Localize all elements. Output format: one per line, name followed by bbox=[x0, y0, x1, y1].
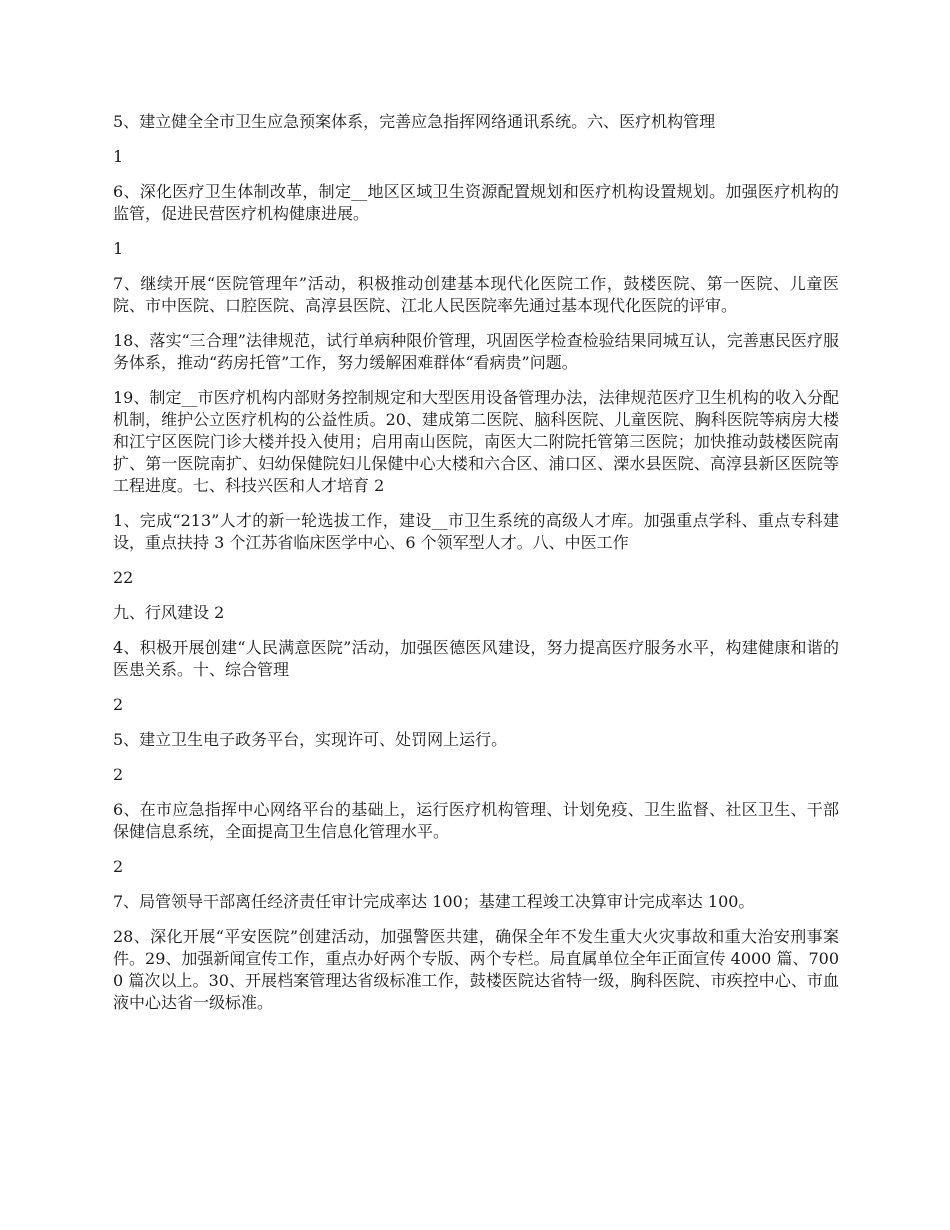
paragraph: 5、建立健全全市卫生应急预案体系，完善应急指挥网络通讯系统。六、医疗机构管理 bbox=[113, 112, 716, 131]
document-body bbox=[113, 111, 839, 1027]
paragraph: 九、行风建设 2 bbox=[113, 603, 225, 622]
paragraph: 1 bbox=[113, 239, 124, 258]
paragraph: 7、局管领导干部离任经济责任审计完成率达 100；基建工程竣工决算审计完成率达 100。 bbox=[113, 892, 755, 911]
paragraph: 4、积极开展创建“人民满意医院”活动，加强医德医风建设，努力提高医疗服务水平，构建健康和谐的医患关系。十、综合管理 bbox=[113, 638, 839, 679]
paragraph: 1 bbox=[113, 147, 124, 166]
paragraph: 28、深化开展“平安医院”创建活动，加强警医共建，确保全年不发生重大火灾事故和重大治安刑事案件。29、加强新闻宣传工作，重点办好两个专版、两个专栏。局直属单位全年正面宣传 4000 篇、7000 篇次以上。30、开展档案管理达省级标准工作，鼓楼医院达省特一级，胸科医院、市疾控中心、市血液中心达省一级标准。 bbox=[113, 927, 839, 1012]
paragraph: 7、继续开展“医院管理年”活动，积极推动创建基本现代化医院工作，鼓楼医院、第一医院、儿童医院、市中医院、口腔医院、高淳县医院、江北人民医院率先通过基本现代化医院的评审。 bbox=[113, 274, 839, 315]
paragraph: 19、制定__市医疗机构内部财务控制规定和大型医用设备管理办法，法律规范医疗卫生机构的收入分配机制，维护公立医疗机构的公益性质。20、建成第二医院、脑科医院、儿童医院、胸科医院等病房大楼和江宁区医院门诊大楼并投入使用；启用南山医院，南医大二附院托管第三医院；加快推动鼓楼医院南扩、第一医院南扩、妇幼保健院妇儿保健中心大楼和六合区、浦口区、溧水县医院、高淳县新区医院等工程进度。七、科技兴医和人才培育 2 bbox=[113, 388, 839, 495]
paragraph: 6、深化医疗卫生体制改革，制定__地区区域卫生资源配置规划和医疗机构设置规划。加强医疗机构的监管，促进民营医疗机构健康进展。 bbox=[113, 182, 839, 223]
paragraph: 2 bbox=[113, 765, 124, 784]
paragraph: 2 bbox=[113, 695, 124, 714]
paragraph: 18、落实“三合理”法律规范，试行单病种限价管理，巩固医学检查检验结果同城互认，完善惠民医疗服务体系，推动“药房托管”工作，努力缓解困难群体“看病贵”问题。 bbox=[113, 331, 839, 372]
paragraph: 1、完成“213”人才的新一轮选拔工作，建设__市卫生系统的高级人才库。加强重点学科、重点专科建设，重点扶持 3 个江苏省临床医学中心、6 个领军型人才。八、中医工作 bbox=[113, 511, 839, 552]
paragraph: 5、建立卫生电子政务平台，实现许可、处罚网上运行。 bbox=[113, 730, 508, 749]
paragraph: 22 bbox=[113, 568, 134, 587]
paragraph: 6、在市应急指挥中心网络平台的基础上，运行医疗机构管理、计划免疫、卫生监督、社区卫生、干部保健信息系统，全面提高卫生信息化管理水平。 bbox=[113, 800, 839, 841]
paragraph: 2 bbox=[113, 857, 124, 876]
